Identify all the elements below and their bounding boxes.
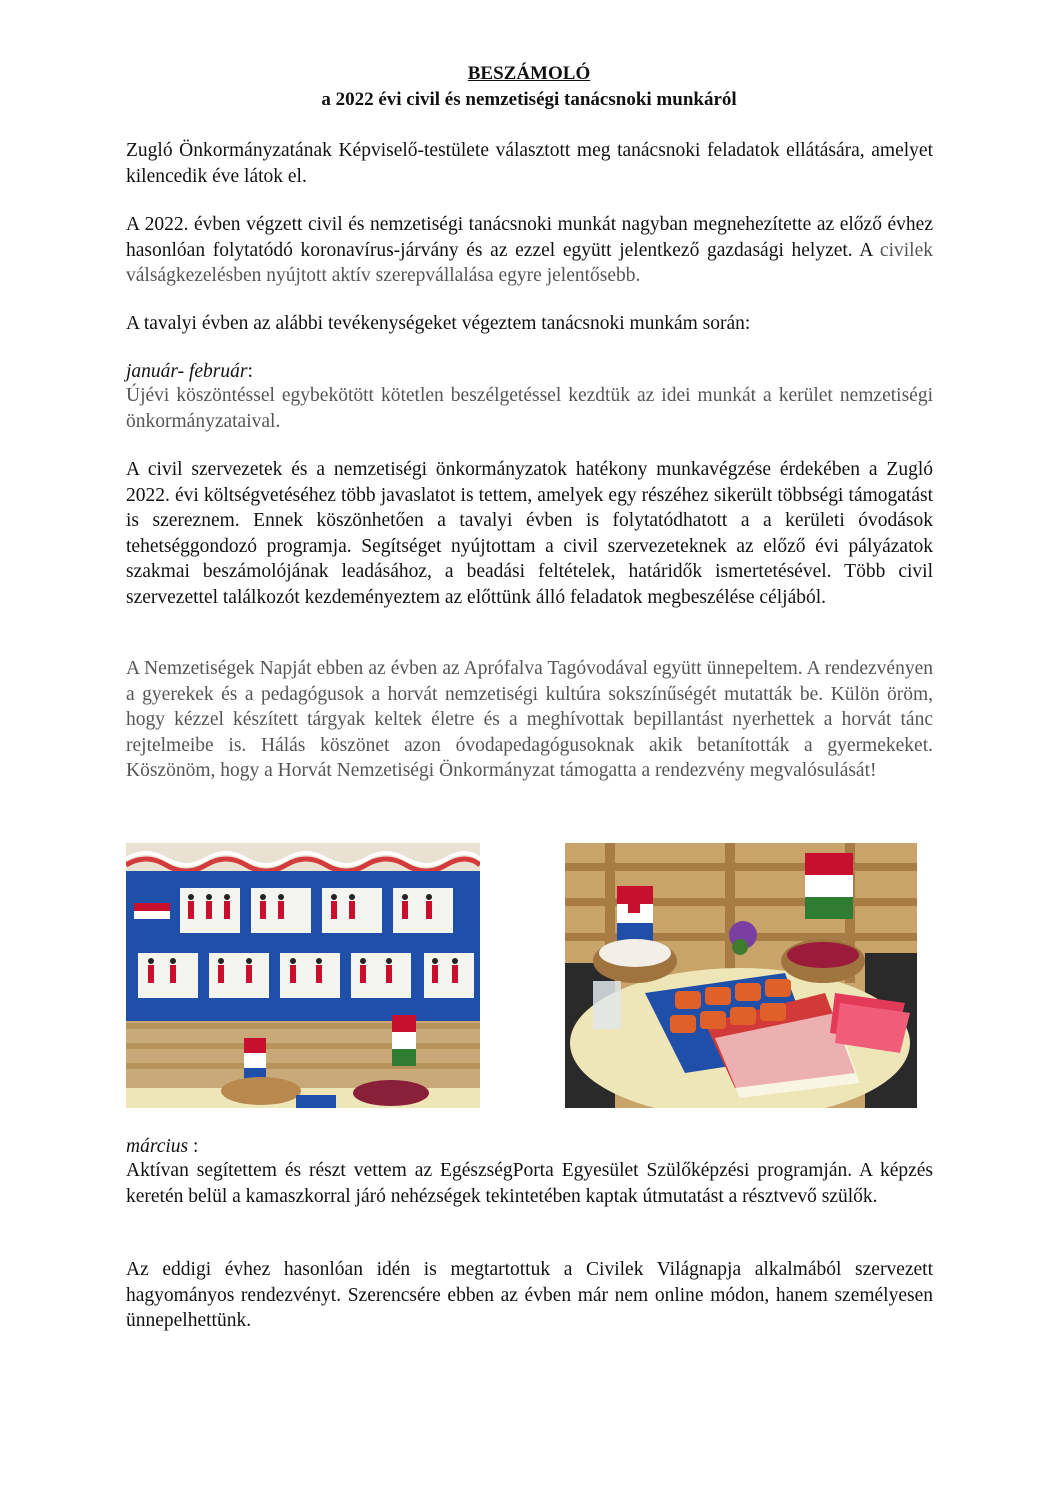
heading-march: [126, 1134, 933, 1160]
context-main-text: A 2022. évben végzett civil és nemzetiségi tanácsnoki munkát nagyban megnehezítette az előző évhez hasonlóan folytatódó koronavírus-járvány és az ezzel együtt jelentkező gazdasági helyzet. A: [126, 214, 933, 261]
civil-paragraph: A civil szervezetek és a nemzetiségi önkormányzatok hatékony munkavégzése érdekében a Zugló 2022. évi költségvetéséhez több javaslatot is tettem, amelyek egy részéhez sikerült többségi támogatást is szereznem. Ennek köszönhetően a tavalyi évben is folytatódhatott a a kerületi óvodások tehetséggondozó programja. Segítséget nyújtottam a civil szervezeteknek az előző évi pályázatok szakmai beszámolójának leadásához, a beadási feltételek, határidők ismertetésével. Több civil szervezettel találkozót kezdeményeztem az előttünk álló feladatok megbeszélése céljából.: [126, 459, 933, 608]
intro-paragraph: Zugló Önkormányzatának Képviselő-testülete választott meg tanácsnoki feladatok ellátására, amelyet kilencedik éve látok el.: [126, 140, 933, 187]
heading-jan-feb-colon: :: [247, 361, 253, 382]
heading-jan-feb: [126, 359, 933, 385]
march-paragraph-1: Aktívan segítettem és részt vettem az EgészségPorta Egyesület Szülőképzési programján. A képzés keretén belül a kamaszkorral járó nehézségek tekintetében kaptak útmutatást a résztvevő szülők.: [126, 1160, 933, 1207]
heading-jan-feb-label: január- február: [126, 361, 248, 382]
jan-feb-paragraph: Újévi köszöntéssel egybekötött kötetlen beszélgetéssel kezdtük az idei munkát a kerület nemzetiségi önkormányzataival.: [126, 385, 933, 432]
heading-march-colon: :: [188, 1136, 199, 1157]
march-paragraph-2: Az eddigi évhez hasonlóan idén is megtartottuk a Civilek Világnapja alkalmából szervezett hagyományos rendezvényt. Szerencsére ebben az évben már nem online módon, hanem személyesen ünnepelhettünk.: [126, 1259, 933, 1332]
document-subtitle: a 2022 évi civil és nemzetiségi tanácsnoki munkáról: [321, 89, 737, 110]
context-gray-text: civilek válságkezelésben nyújtott aktív szerepvállalása egyre jelentősebb.: [126, 239, 933, 287]
heading-march-label: március: [126, 1136, 189, 1157]
photo-drawings-board: [126, 843, 480, 1108]
activities-intro: A tavalyi évben az alábbi tevékenységeket végeztem tanácsnoki munkám során:: [126, 313, 751, 334]
document-title: BESZÁMOLÓ: [467, 63, 591, 84]
nationalities-day-paragraph: A Nemzetiségek Napját ebben az évben az Aprófalva Tagóvodával együtt ünnepeltem. A rendezvényen a gyerekek és a pedagógusok a horvát nemzetiségi kultúra sokszínűségét mutatták be. Külön öröm, hogy kézzel készített tárgyak keltek életre és a meghívottak bepillantást nyerhettek a horvát tánc rejtelmeibe is. Hálás köszönet azon óvodapedagógusoknak akik betanították a gyermekeket. Köszönöm, hogy a Horvát Nemzetiségi Önkormányzat támogatta a rendezvény megvalósulását!: [126, 658, 933, 782]
context-paragraph: [126, 212, 933, 289]
photo-festive-table: [565, 843, 917, 1108]
